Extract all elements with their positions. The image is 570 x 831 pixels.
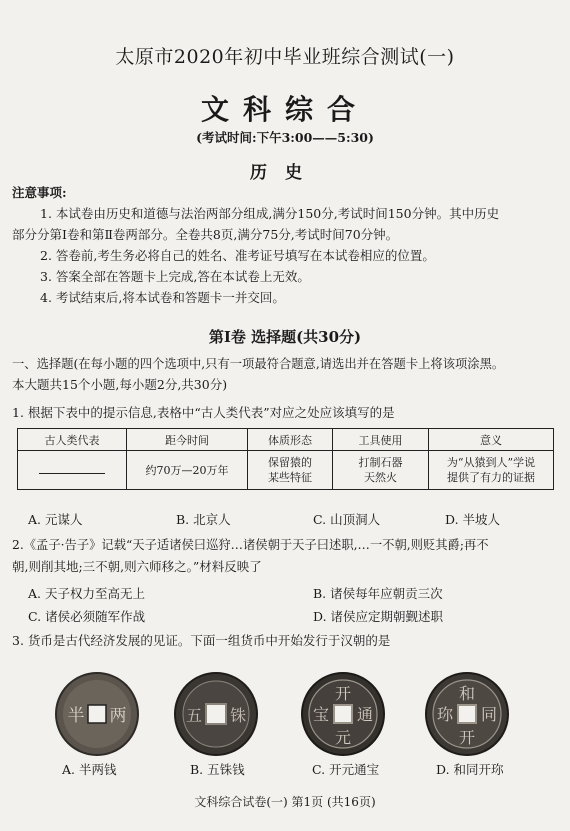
section-title: 历史	[250, 163, 320, 183]
part1-title: 第Ⅰ卷 选择题(共30分)	[208, 328, 362, 346]
cell-line: 打制石器	[358, 456, 403, 469]
cell-line: 天然火	[364, 471, 397, 484]
q1-stem: 1. 根据下表中的提示信息,表格中“古人类代表”对应之处应该填写的是	[12, 405, 395, 420]
part1-instructions: 本大题共15个小题,每小题2分,共30分)	[12, 377, 228, 392]
coin-char: 通	[356, 705, 374, 724]
notice-item: 2. 答卷前,考生务必将自己的姓名、准考证号填写在本试卷相应的位置。	[40, 248, 435, 263]
notice-item: 部分分第Ⅰ卷和第Ⅱ卷两部分。全卷共8页,满分75分,考试时间70分钟。	[12, 227, 399, 242]
q2-stem: 2.《孟子·告子》记载“天子适诸侯曰巡狩…诸侯朝于天子曰述职,…一不朝,则贬其爵;再不	[12, 538, 489, 552]
table-row	[18, 451, 554, 490]
q3-option-d: D. 和同开珎	[436, 762, 504, 777]
page-footer: 文科综合试卷(一) 第1页 (共16页)	[194, 795, 376, 809]
cell-line: 为“从猿到人”学说	[446, 456, 536, 469]
answer-blank	[18, 451, 127, 490]
table-cell	[429, 451, 554, 490]
q1-option-a: A. 元谋人	[28, 512, 83, 527]
table-header-row	[18, 429, 554, 451]
col-header: 体质形态	[248, 429, 333, 451]
coin-wuzhu	[173, 671, 259, 761]
notice-item: 3. 答案全部在答题卡上完成,答在本试卷上无效。	[40, 269, 310, 284]
coin-char: 同	[480, 705, 498, 724]
exam-title: 太原市2020年初中毕业班综合测试(一)	[115, 46, 455, 68]
coin-char: 元	[334, 728, 352, 747]
notice-item: 4. 考试结束后,将本试卷和答题卡一并交回。	[40, 290, 285, 305]
cell-line: 保留猿的	[268, 456, 312, 469]
exam-time: (考试时间:下午3:00——5:30)	[196, 130, 374, 145]
table-cell	[248, 451, 333, 490]
coin-char: 宝	[312, 705, 330, 724]
q2-option-a: A. 天子权力至高无上	[28, 586, 145, 601]
coin-char: 铢	[229, 706, 247, 725]
col-header: 距今时间	[127, 429, 248, 451]
banliang-coin-image	[54, 671, 140, 757]
notice-item: 1. 本试卷由历史和道德与法治两部分组成,满分150分,考试时间150分钟。其中历史	[40, 206, 500, 221]
coin-char: 和	[458, 684, 476, 703]
q3-option-b: B. 五铢钱	[190, 762, 245, 777]
coin-kaiyuan	[300, 671, 386, 761]
q2-stem: 朝,则削其地;三不朝,则六师移之。”材料反映了	[12, 559, 262, 574]
col-header: 古人类代表	[18, 429, 127, 451]
notice-heading: 注意事项:	[12, 185, 67, 200]
coin-banliang	[54, 671, 140, 761]
q2-option-d: D. 诸侯应定期朝觐述职	[313, 609, 444, 624]
q1-option-b: B. 北京人	[176, 512, 231, 527]
coin-char: 珎	[436, 705, 454, 724]
part1-instructions: 一、选择题(在每小题的四个选项中,只有一项最符合题意,请选出并在答题卡上将该项涂黑。	[12, 357, 505, 371]
kaiyuan-coin-image	[300, 671, 386, 757]
hedo-coin-image	[424, 671, 510, 757]
q3-stem: 3. 货币是古代经济发展的见证。下面一组货币中开始发行于汉朝的是	[12, 633, 391, 648]
q1-option-c: C. 山顶洞人	[313, 512, 381, 527]
cell-line: 某些特征	[268, 471, 312, 484]
q3-option-c: C. 开元通宝	[312, 762, 380, 777]
wuzhu-coin-image	[173, 671, 259, 757]
coin-char: 开	[334, 684, 352, 703]
q1-table	[17, 428, 554, 490]
q2-option-c: C. 诸侯必须随军作战	[28, 609, 146, 624]
q2-option-b: B. 诸侯每年应朝贡三次	[313, 586, 443, 601]
q1-option-d: D. 半坡人	[445, 512, 501, 527]
subject-title: 文科综合	[200, 93, 369, 126]
table-cell: 约70万—20万年	[127, 451, 248, 490]
cell-line: 提供了有力的证据	[447, 471, 535, 484]
coin-hedo	[424, 671, 510, 761]
col-header: 工具使用	[333, 429, 429, 451]
col-header: 意义	[429, 429, 554, 451]
table-cell	[333, 451, 429, 490]
coin-char: 两	[109, 706, 127, 726]
coin-char: 开	[458, 728, 476, 747]
q3-option-a: A. 半两钱	[62, 762, 117, 777]
coin-char: 半	[67, 706, 85, 726]
coin-char: 五	[185, 706, 203, 725]
